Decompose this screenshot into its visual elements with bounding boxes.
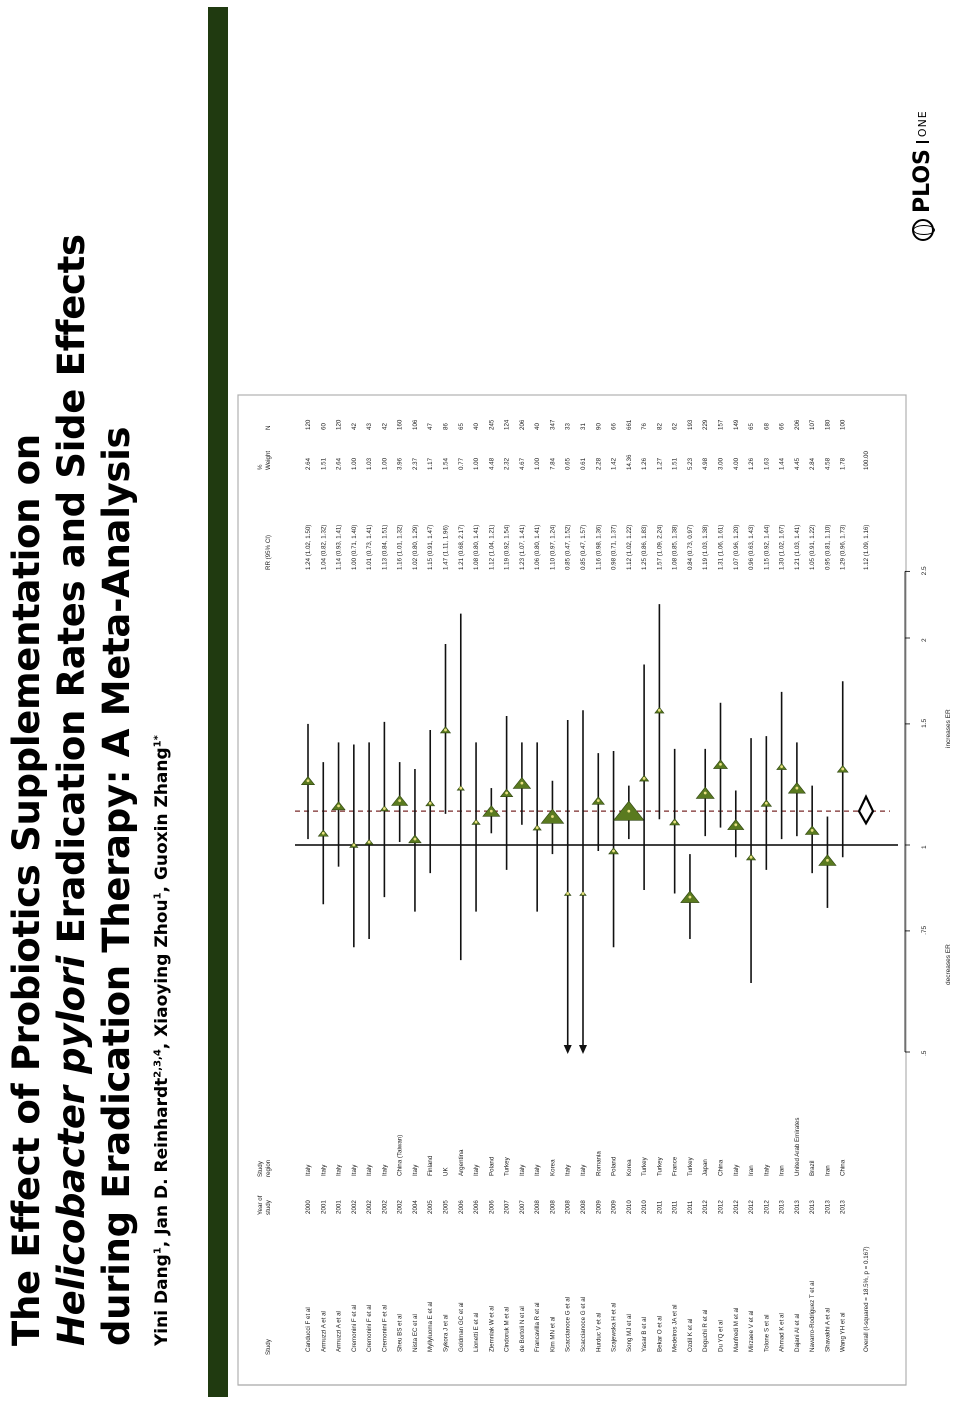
overall-weight: 100.00 [863, 451, 870, 470]
study-year: 2002 [350, 1200, 358, 1214]
study-year: 2012 [702, 1200, 710, 1214]
study-n: 157 [717, 419, 725, 430]
study-weight: 4.98 [702, 457, 710, 470]
study-region: Italy [580, 1164, 587, 1176]
study-name: Cremonini F et al [350, 1304, 358, 1352]
study-n: 62 [671, 423, 679, 430]
study-name: Dajani AI et al [793, 1313, 801, 1352]
study-point [414, 838, 417, 841]
study-point [689, 896, 692, 899]
study-weight: 1.00 [381, 457, 389, 470]
study-year: 2012 [732, 1200, 740, 1214]
study-region: Italy [473, 1164, 481, 1176]
study-rr-ci: 1.12 (1.04, 1.21) [488, 524, 496, 570]
study-point [536, 826, 539, 829]
study-point [551, 815, 554, 818]
study-point [841, 768, 844, 771]
study-rr-ci: 1.16 (1.01, 1.32) [396, 524, 404, 570]
study-rr-ci: 1.23 (1.07, 1.41) [518, 524, 526, 570]
study-year: 2011 [671, 1200, 679, 1214]
study-point [368, 841, 371, 844]
study-region: Iran [824, 1165, 832, 1176]
study-point [750, 856, 753, 859]
study-rr-ci: 0.96 (0.63, 1.43) [748, 524, 756, 570]
study-year: 2013 [839, 1200, 847, 1214]
study-name: Szajewska H et al [610, 1302, 618, 1352]
study-year: 2010 [641, 1200, 649, 1214]
author-separator: , [152, 1036, 172, 1050]
study-point [780, 765, 783, 768]
overall-rr-ci: 1.12 (1.09, 1.16) [863, 524, 870, 570]
study-n: 68 [763, 423, 771, 430]
study-point [490, 810, 493, 813]
study-name: Goldman GC et al [457, 1302, 465, 1352]
study-region: China [839, 1159, 847, 1176]
study-region: Italy [366, 1164, 374, 1176]
study-point [734, 823, 737, 826]
study-rr-ci: 1.02 (0.80, 1.29) [411, 524, 419, 570]
study-n: 347 [549, 419, 557, 430]
study-weight: 3.96 [396, 457, 404, 470]
study-rr-ci: 0.85 (0.47, 1.52) [564, 524, 572, 570]
study-name: Shavakhi A et al [824, 1307, 832, 1352]
author-affiliation: 1 [152, 1247, 164, 1255]
study-weight: 1.51 [671, 457, 679, 470]
title-line-1: The Effect of Probiotics Supplementation on [5, 434, 48, 1346]
study-year: 2006 [473, 1200, 481, 1214]
study-weight: 1.27 [656, 457, 664, 470]
study-year: 2011 [656, 1200, 664, 1214]
author-affiliation: 2,3,4 [152, 1049, 164, 1078]
study-n: 100 [839, 419, 847, 430]
study-point [475, 821, 478, 824]
study-year: 2011 [686, 1200, 694, 1214]
study-n: 661 [625, 419, 633, 430]
study-weight: 4.67 [518, 457, 526, 470]
study-point [520, 782, 523, 785]
study-region: Turkey [656, 1157, 664, 1176]
study-weight: 1.54 [442, 457, 450, 470]
study-rr-ci: 1.19 (1.03, 1.38) [702, 524, 710, 570]
study-name: Du YQ et al [717, 1320, 725, 1352]
study-rr-ci: 1.06 (0.80, 1.41) [534, 524, 542, 570]
study-weight: 4.00 [732, 457, 740, 470]
study-n: 206 [518, 419, 526, 430]
header-weight-line1: % [257, 464, 264, 470]
study-n: 120 [305, 419, 312, 430]
study-n: 206 [793, 419, 801, 430]
study-region: Italy [305, 1164, 312, 1176]
study-point [643, 777, 646, 780]
study-n: 229 [702, 419, 710, 430]
study-year: 2002 [366, 1200, 374, 1214]
study-rr-ci: 0.98 (0.71, 1.37) [610, 524, 618, 570]
study-n: 82 [656, 423, 664, 430]
study-point [582, 892, 585, 895]
study-year: 2002 [396, 1200, 404, 1214]
study-rr-ci: 1.01 (0.73, 1.41) [366, 524, 374, 570]
study-region: Poland [610, 1156, 618, 1176]
study-rr-ci: 1.15 (0.92, 1.44) [763, 524, 771, 570]
x-tick-label: 1 [921, 845, 928, 849]
author-separator: , [152, 880, 172, 893]
study-name: Armuzzi A et al [320, 1311, 328, 1352]
study-weight: 2.28 [595, 457, 603, 470]
study-point [597, 799, 600, 802]
study-name: Tolone S et al [763, 1314, 771, 1352]
study-rr-ci: 1.08 (0.80, 1.41) [473, 524, 481, 570]
study-weight: 1.26 [641, 457, 649, 470]
header-year-line2: study [265, 1200, 272, 1215]
x-tick-label: .75 [921, 925, 928, 935]
study-name: Wang YH et al [839, 1312, 847, 1352]
study-n: 66 [610, 423, 618, 430]
study-year: 2010 [625, 1200, 633, 1214]
logo-text: PLOS [910, 149, 935, 213]
study-n: 160 [396, 419, 404, 430]
study-n: 42 [350, 423, 358, 430]
study-region: Finland [427, 1155, 435, 1176]
study-n: 40 [534, 423, 542, 430]
logo-sub: ONE [916, 110, 929, 143]
study-rr-ci: 1.00 (0.71, 1.40) [350, 524, 358, 570]
study-weight: 1.63 [763, 457, 771, 470]
study-rr-ci: 1.21 (0.68, 2.17) [457, 524, 465, 570]
study-point [704, 792, 707, 795]
title-line-2-rest: Eradication Rates and Side Effects [50, 234, 93, 956]
study-region: China (Taiwan) [396, 1134, 404, 1176]
study-name: Medeiros JA et al [671, 1304, 679, 1352]
study-region: Argentina [457, 1149, 465, 1176]
study-point [352, 844, 355, 847]
study-weight: 1.44 [778, 457, 786, 470]
study-weight: 0.77 [457, 457, 465, 470]
study-weight: 0.65 [564, 457, 572, 470]
study-weight: 1.26 [748, 457, 756, 470]
study-n: 65 [457, 423, 465, 430]
study-name: Bekar O et al [656, 1315, 664, 1352]
x-tick-label: 2.5 [921, 566, 928, 576]
study-weight: 2.64 [335, 457, 343, 470]
study-year: 2007 [503, 1200, 511, 1214]
study-year: 2006 [488, 1200, 496, 1214]
study-region: Italy [763, 1164, 771, 1176]
study-region: Italy [411, 1164, 419, 1176]
study-name: Navarro-Rodriguez T et al [809, 1281, 817, 1352]
study-name: Ziemniak W et al [488, 1305, 496, 1352]
study-name: Ozdil K et al [686, 1318, 694, 1352]
study-point [627, 810, 630, 813]
study-year: 2013 [778, 1200, 786, 1214]
study-name: Scaccianoce G et al [580, 1296, 587, 1352]
study-n: 47 [427, 423, 435, 430]
study-weight: 3.00 [717, 457, 725, 470]
study-rr-ci: 1.31 (1.06, 1.61) [717, 524, 725, 570]
study-year: 2013 [793, 1200, 801, 1214]
header-region-line1: Study [257, 1161, 264, 1177]
study-weight: 1.78 [839, 457, 847, 470]
study-n: 193 [686, 419, 694, 430]
study-n: 124 [503, 419, 511, 430]
study-n: 245 [488, 419, 496, 430]
study-name: Cremonini F et al [366, 1304, 374, 1352]
study-name: Lionetti E et al [473, 1312, 481, 1352]
study-name: Sykora J et al [442, 1314, 450, 1352]
study-rr-ci: 1.30 (1.02, 1.67) [778, 524, 786, 570]
study-weight: 0.61 [580, 457, 587, 470]
study-year: 2008 [549, 1200, 557, 1214]
study-name: Hurduc V et al [595, 1312, 603, 1352]
left-axis-label: decreases ER [945, 944, 952, 985]
study-point [826, 859, 829, 862]
study-n: 66 [778, 423, 786, 430]
study-region: Italy [564, 1164, 572, 1176]
study-name: Nista EC et al [411, 1314, 419, 1352]
overall-label: Overall (I-squared = 18.5%, p = 0.167) [863, 1246, 870, 1352]
study-rr-ci: 1.47 (1.11, 1.96) [442, 525, 450, 570]
study-year: 2012 [748, 1200, 756, 1214]
study-region: Iran [748, 1165, 756, 1176]
study-region: Italy [732, 1164, 740, 1176]
study-name: Yasar B et al [641, 1317, 649, 1352]
header-year-line1: Year of [257, 1195, 264, 1215]
study-rr-ci: 0.95 (0.81, 1.10) [824, 524, 832, 570]
study-n: 40 [473, 423, 481, 430]
study-point [673, 821, 676, 824]
study-weight: 1.00 [350, 457, 358, 470]
study-name: Francavilla R et al [534, 1302, 542, 1352]
study-year: 2005 [427, 1200, 435, 1214]
study-year: 2001 [320, 1200, 328, 1214]
author-name: Jan D. Reinhardt [152, 1077, 172, 1235]
study-region: UK [442, 1167, 450, 1176]
study-year: 2007 [518, 1200, 526, 1214]
study-rr-ci: 1.12 (1.02, 1.22) [625, 524, 633, 570]
study-rr-ci: 0.84 (0.73, 0.97) [686, 524, 694, 570]
study-name: Kim MN et al [549, 1316, 557, 1352]
study-n: 60 [320, 423, 328, 430]
study-weight: 2.84 [809, 457, 817, 470]
study-rr-ci: 1.57 (1.09, 2.24) [656, 524, 664, 570]
study-year: 2001 [335, 1200, 343, 1214]
study-region: Turkey [503, 1157, 511, 1176]
study-year: 2008 [564, 1200, 572, 1214]
study-year: 2005 [442, 1200, 450, 1214]
study-rr-ci: 1.29 (0.96, 1.73) [839, 524, 847, 570]
study-point [612, 850, 615, 853]
study-region: Italy [350, 1164, 358, 1176]
study-point [505, 792, 508, 795]
x-tick-label: 1.5 [921, 718, 928, 728]
study-region: Italy [518, 1164, 526, 1176]
author-name: Yini Dang [152, 1254, 172, 1346]
study-region: United Arab Emirates [793, 1117, 801, 1176]
study-region: France [671, 1156, 679, 1176]
study-weight: 1.17 [427, 457, 435, 470]
study-point [719, 763, 722, 766]
study-region: Italy [534, 1164, 542, 1176]
study-rr-ci: 0.85 (0.47, 1.57) [580, 524, 587, 570]
study-region: China [717, 1159, 725, 1176]
study-rr-ci: 1.05 (0.91, 1.22) [809, 524, 817, 570]
study-n: 42 [381, 423, 389, 430]
study-rr-ci: 1.04 (0.82, 1.32) [320, 524, 328, 570]
study-region: Brazil [809, 1160, 817, 1176]
study-name: Myllyluoma E et al [427, 1301, 435, 1352]
author-name: Guoxin Zhang [152, 747, 172, 881]
study-point [811, 829, 814, 832]
study-name: de Bortoli N et al [518, 1306, 526, 1352]
study-n: 120 [335, 419, 343, 430]
author-separator: , [152, 1234, 172, 1248]
study-rr-ci: 1.10 (0.97, 1.24) [549, 524, 557, 570]
study-weight: 2.64 [305, 457, 312, 470]
header-weight-line2: Weight [265, 450, 272, 470]
study-n: 107 [809, 419, 817, 430]
study-weight: 1.42 [610, 457, 618, 470]
study-point [307, 779, 310, 782]
study-year: 2000 [305, 1200, 312, 1214]
study-rr-ci: 1.21 (1.03, 1.41) [793, 524, 801, 570]
study-name: Canducci F et al [305, 1307, 312, 1352]
study-name: Deguchi R et al [702, 1309, 710, 1352]
study-weight: 1.00 [534, 457, 542, 470]
study-weight: 14.36 [625, 454, 633, 470]
study-name: Scaccianoce G et al [564, 1296, 572, 1352]
study-year: 2008 [580, 1200, 587, 1214]
study-point [383, 807, 386, 810]
header-study: Study [265, 1339, 272, 1355]
study-n: 33 [564, 423, 572, 430]
study-rr-ci: 1.14 (0.93, 1.41) [335, 524, 343, 570]
study-weight: 2.37 [411, 457, 419, 470]
right-axis-label: increases ER [945, 709, 952, 748]
study-name: Cremonini F et al [381, 1304, 389, 1352]
ci-arrow [579, 1045, 587, 1054]
study-point [398, 799, 401, 802]
study-year: 2004 [411, 1200, 419, 1214]
study-region: Japan [702, 1159, 710, 1176]
study-n: 65 [748, 423, 756, 430]
study-region: Romania [595, 1151, 603, 1176]
study-weight: 1.51 [320, 457, 328, 470]
study-year: 2012 [717, 1200, 725, 1214]
study-year: 2013 [809, 1200, 817, 1214]
author-affiliation: 1* [152, 735, 164, 748]
study-n: 180 [824, 419, 832, 430]
study-rr-ci: 1.16 (0.98, 1.36) [595, 524, 603, 570]
study-name: Song MJ et al [625, 1314, 633, 1352]
title-species-name: Helicobacter pylori [50, 955, 93, 1346]
study-year: 2008 [534, 1200, 542, 1214]
study-point [765, 802, 768, 805]
x-tick-label: 2 [921, 638, 928, 642]
study-weight: 7.84 [549, 457, 557, 470]
study-point [322, 832, 325, 835]
study-n: 43 [366, 423, 374, 430]
study-region: Korea [625, 1159, 633, 1176]
study-region: Turkey [686, 1157, 694, 1176]
study-year: 2012 [763, 1200, 771, 1214]
study-year: 2006 [457, 1200, 465, 1214]
study-weight: 5.23 [686, 457, 694, 470]
study-n: 149 [732, 419, 740, 430]
study-weight: 2.32 [503, 457, 511, 470]
study-point [658, 709, 661, 712]
study-weight: 1.00 [473, 457, 481, 470]
study-weight: 4.45 [793, 457, 801, 470]
study-weight: 1.03 [366, 457, 374, 470]
study-n: 76 [641, 423, 649, 430]
author-name: Xiaoying Zhou [152, 899, 172, 1037]
study-point [337, 804, 340, 807]
study-name: Sheu BS et al [396, 1314, 404, 1352]
study-point [429, 802, 432, 805]
x-tick-label: .5 [921, 1050, 928, 1056]
study-rr-ci: 1.08 (0.85, 1.38) [671, 524, 679, 570]
study-name: Cindoruk M et al [503, 1306, 511, 1352]
study-rr-ci: 1.13 (0.84, 1.51) [381, 524, 389, 570]
study-rr-ci: 1.24 (1.02, 1.50) [305, 524, 312, 570]
study-region: Italy [335, 1164, 343, 1176]
study-n: 31 [580, 423, 587, 430]
overall-diamond [859, 797, 873, 824]
study-weight: 4.48 [488, 457, 496, 470]
header-n: N [265, 425, 272, 430]
study-region: Turkey [641, 1157, 649, 1176]
study-year: 2002 [381, 1200, 389, 1214]
study-year: 2013 [824, 1200, 832, 1214]
study-n: 86 [442, 423, 450, 430]
header-rr: RR (95% CI) [265, 534, 272, 570]
study-region: Korea [549, 1159, 557, 1176]
header-region-line2: region [265, 1159, 272, 1177]
study-rr-ci: 1.15 (0.91, 1.47) [427, 524, 435, 570]
author-affiliation: 1 [152, 892, 164, 900]
study-rr-ci: 1.07 (0.96, 1.20) [732, 524, 740, 570]
study-name: Ahmad K et al [778, 1313, 786, 1352]
study-region: Iran [778, 1165, 786, 1176]
study-rr-ci: 1.19 (0.92, 1.54) [503, 524, 511, 570]
study-year: 2009 [595, 1200, 603, 1214]
study-region: Italy [320, 1164, 328, 1176]
study-region: Italy [381, 1164, 389, 1176]
study-name: Armuzzi A et al [335, 1311, 343, 1352]
study-year: 2009 [610, 1200, 618, 1214]
study-region: Poland [488, 1156, 496, 1176]
study-name: Manfredi M et al [732, 1307, 740, 1352]
study-rr-ci: 1.25 (0.86, 1.83) [641, 524, 649, 570]
study-n: 106 [411, 419, 419, 430]
study-point [459, 787, 462, 790]
study-point [444, 729, 447, 732]
study-n: 90 [595, 423, 603, 430]
study-weight: 4.58 [824, 457, 832, 470]
study-name: Mirzaee V et al [748, 1310, 756, 1352]
study-point [795, 787, 798, 790]
ci-arrow [564, 1045, 572, 1054]
study-point [566, 892, 569, 895]
title-line-3: during Eradication Therapy: A Meta-Analysis [95, 426, 138, 1346]
